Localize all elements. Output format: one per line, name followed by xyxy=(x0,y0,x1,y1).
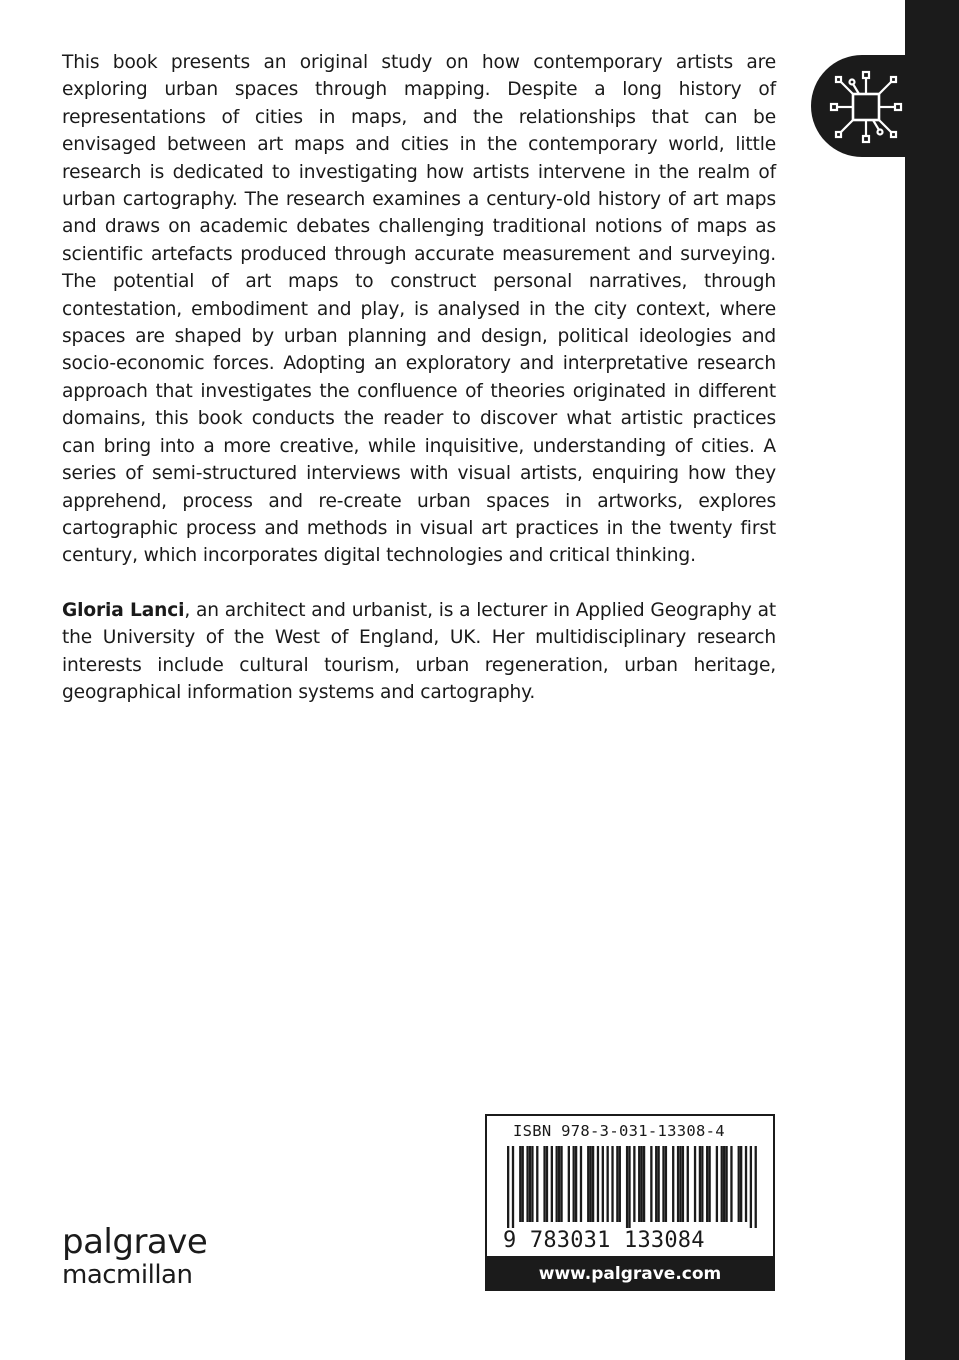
barcode-bar xyxy=(738,1146,740,1222)
barcode-bar xyxy=(607,1146,609,1222)
barcode-bar xyxy=(655,1146,657,1222)
barcode-bar xyxy=(543,1146,545,1222)
barcode-bar xyxy=(657,1146,659,1222)
book-description: This book presents an original study on how contemporary artists are exploring urban spaces through mapping. Despite a long history of representations of cities in maps, and the relationships that can be envisaged between art maps and cities in the contemporary world, little research is dedicated to investigating how artists intervene in the realm of urban cartography. The research examines a century-old history of art maps and draws on academic debates challenging traditional notions of maps as scientific artefacts produced through accurate measurement and surveying. The potential of art maps to construct personal narratives, through contestation, embodiment and play, is analysed in the city context, where spaces are shaped by urban planning and design, political ideologies and socio-economic forces. Adopting an exploratory and interpretative research approach that investigates the confluence of theories originated in different domains, this book conducts the reader to discover what artistic practices can bring into a more creative, while inquisitive, understanding of cities. A series of semi-structured interviews with visual artists, enquiring how they apprehend, process and re-create urban spaces in artworks, explores cartographic process and methods in visual art practices in the twenty first century, which incorporates digital technologies and critical thinking. xyxy=(62,52,776,567)
barcode-bar xyxy=(701,1146,703,1222)
author-name: Gloria Lanci xyxy=(62,599,185,621)
barcode-bar xyxy=(522,1146,524,1222)
barcode-bar xyxy=(628,1146,630,1228)
barcode-bar xyxy=(679,1146,681,1222)
barcode-bar xyxy=(575,1146,577,1222)
barcode-bar xyxy=(590,1146,592,1222)
barcode-bar xyxy=(568,1146,570,1222)
barcode-bar xyxy=(529,1146,531,1222)
publisher-logo xyxy=(62,1224,207,1290)
ean-right-group: 133084 xyxy=(624,1228,705,1253)
barcode-bar xyxy=(682,1146,684,1222)
barcode-bar xyxy=(650,1146,652,1222)
barcode-bar xyxy=(512,1146,514,1228)
barcode-bar xyxy=(721,1146,723,1222)
barcode-bar xyxy=(551,1146,553,1222)
barcode-bar xyxy=(619,1146,621,1222)
series-tab xyxy=(811,55,959,157)
barcode-bar xyxy=(531,1146,533,1222)
barcode-bar xyxy=(519,1146,521,1222)
barcode-bar xyxy=(725,1146,727,1222)
barcode-bar xyxy=(626,1146,628,1228)
barcode-bars xyxy=(507,1146,757,1228)
publisher-logo-line2: macmillan xyxy=(62,1260,193,1290)
barcode-bar xyxy=(750,1146,752,1228)
publisher-url: www.palgrave.com xyxy=(485,1258,775,1291)
ean-left-group: 783031 xyxy=(529,1228,611,1253)
barcode-bar xyxy=(587,1146,589,1222)
author-bio-text: , an architect and urbanist, is a lecturer in Applied Geography at the University of the West of England, UK. Her multidisciplinary research interests include cultural tourism, urban regeneration, urban heritage, geographical information systems and cartography. xyxy=(62,599,777,703)
barcode-box xyxy=(485,1114,775,1258)
ean-first-digit: 9 xyxy=(503,1228,517,1253)
barcode-bar xyxy=(694,1146,696,1222)
barcode-bar xyxy=(730,1146,732,1222)
ean-digits xyxy=(503,1228,763,1253)
barcode-bar xyxy=(592,1146,594,1222)
barcode-bar xyxy=(699,1146,701,1222)
barcode-bar xyxy=(641,1146,643,1222)
barcode-bar xyxy=(573,1146,575,1222)
barcode-bar xyxy=(755,1146,757,1228)
barcode-bar xyxy=(687,1146,689,1222)
barcode-bar xyxy=(665,1146,667,1222)
barcode-bar xyxy=(580,1146,582,1222)
barcode-bar xyxy=(723,1146,725,1222)
author-bio xyxy=(62,597,776,707)
isbn-label: ISBN 978-3-031-13308-4 xyxy=(513,1122,725,1140)
barcode-bar xyxy=(558,1146,560,1222)
barcode-bar xyxy=(706,1146,708,1222)
barcode-bar xyxy=(560,1146,562,1222)
circuit-node-icon xyxy=(823,64,909,150)
barcode-bar xyxy=(672,1146,674,1222)
barcode-bar xyxy=(745,1146,747,1222)
barcode-bar xyxy=(643,1146,645,1222)
barcode-bar xyxy=(536,1146,538,1222)
barcode-bar xyxy=(740,1146,742,1222)
publisher-logo-line1: palgrave xyxy=(62,1222,208,1262)
barcode-bar xyxy=(507,1146,509,1228)
barcode-bar xyxy=(602,1146,604,1222)
barcode-bar xyxy=(546,1146,548,1222)
barcode-bar xyxy=(662,1146,664,1222)
barcode-bar xyxy=(597,1146,599,1222)
barcode-bar xyxy=(616,1146,618,1222)
barcode-bar xyxy=(633,1146,635,1222)
back-cover-text xyxy=(62,49,776,706)
barcode-bar xyxy=(638,1146,640,1222)
barcode-bar xyxy=(556,1146,558,1222)
barcode-bar xyxy=(716,1146,718,1222)
barcode-bar xyxy=(611,1146,613,1222)
barcode-bar xyxy=(708,1146,710,1222)
spine-bar xyxy=(905,0,959,1360)
barcode-bar xyxy=(526,1146,528,1222)
barcode-bar xyxy=(677,1146,679,1222)
